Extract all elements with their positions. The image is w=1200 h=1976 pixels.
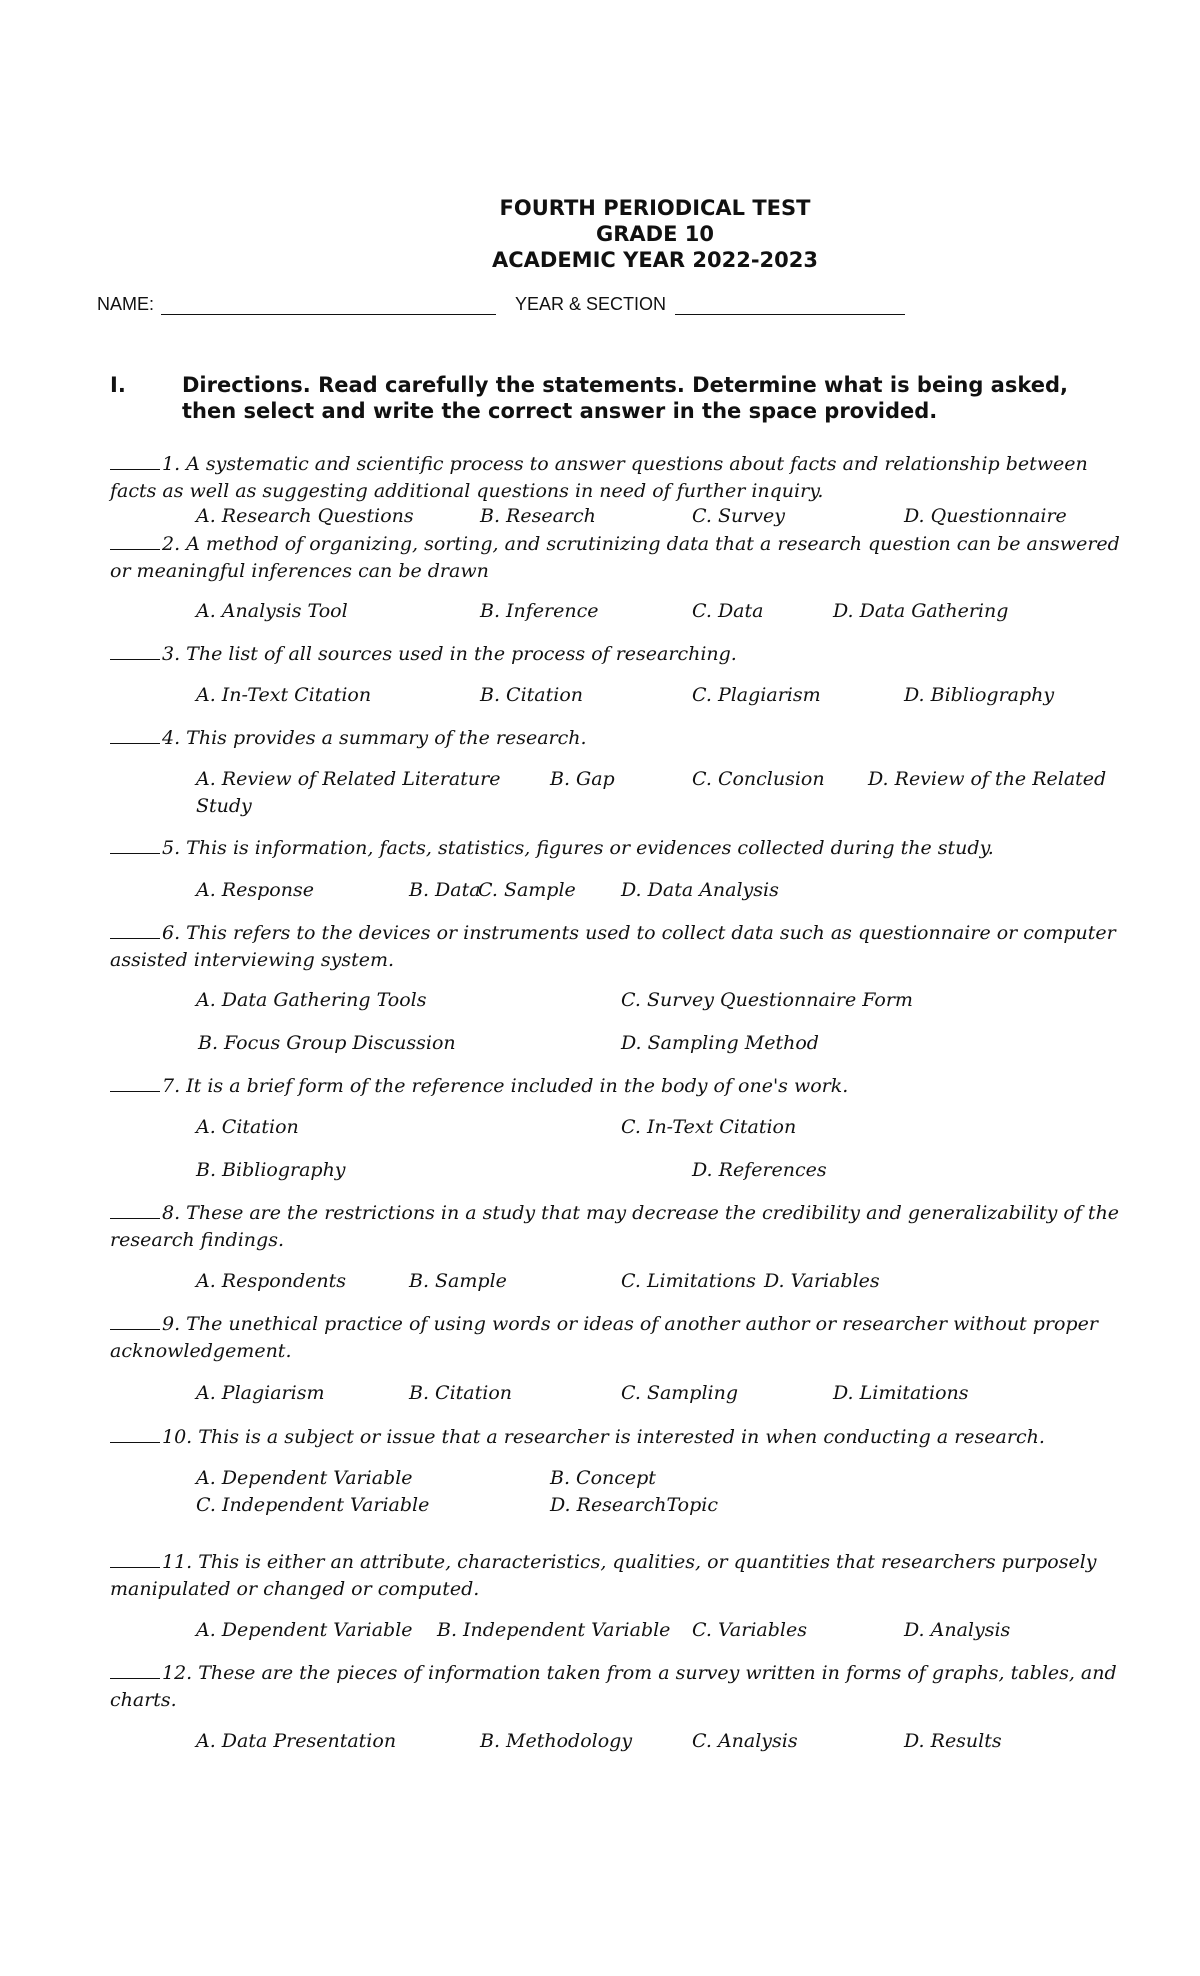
option-c: C. Conclusion — [692, 768, 825, 790]
option-a: A. Research Questions — [196, 505, 414, 527]
option-a: A. Data Presentation — [196, 1730, 397, 1752]
academic-year: ACADEMIC YEAR 2022-2023 — [491, 248, 819, 272]
option-c: C. Survey Questionnaire Form — [621, 989, 913, 1011]
question-stem: 1. A systematic and scientific process to answer questions about facts and relationship between facts as well as suggesting additional questions in need of further inquiry. — [110, 453, 1088, 502]
answer-blank[interactable] — [110, 1310, 160, 1330]
option-a: A. Citation — [196, 1116, 299, 1138]
option-c: C. Analysis — [692, 1730, 798, 1752]
option-a: A. Dependent Variable — [196, 1619, 413, 1641]
option-b: B. Inference — [480, 600, 599, 622]
option-c: C. Survey — [692, 505, 785, 527]
question-stem: 12. These are the pieces of information taken from a survey written in forms of graphs, tables, and charts. — [110, 1662, 1117, 1711]
answer-blank[interactable] — [110, 919, 160, 939]
option-d: D. Bibliography — [904, 684, 1055, 706]
section-label: YEAR & SECTION — [515, 294, 667, 314]
question-10 — [110, 1423, 1120, 1451]
option-d: D. Limitations — [833, 1382, 969, 1404]
answer-blank[interactable] — [110, 530, 160, 550]
option-b: B. Research — [480, 505, 596, 527]
question-stem: 7. It is a brief form of the reference included in the body of one's work. — [162, 1075, 849, 1097]
option-a: A. Data Gathering Tools — [196, 989, 427, 1011]
question-9 — [110, 1310, 1120, 1365]
answer-blank[interactable] — [110, 1659, 160, 1679]
grade-level: GRADE 10 — [596, 222, 714, 246]
option-b: B. Data — [409, 879, 481, 901]
section-field[interactable] — [675, 314, 905, 315]
option-c: C. Independent Variable — [196, 1494, 430, 1516]
option-a: A. Respondents — [196, 1270, 346, 1292]
answer-blank[interactable] — [110, 1199, 160, 1219]
question-11 — [110, 1548, 1120, 1603]
directions-text: Directions. Read carefully the statements. Determine what is being asked, then select and write the correct answer in the space provided. — [182, 373, 1069, 423]
option-b: B. Independent Variable — [437, 1619, 671, 1641]
question-stem: 3. The list of all sources used in the process of researching. — [162, 643, 737, 665]
option-b: B. Citation — [480, 684, 584, 706]
option-a: A. Plagiarism — [196, 1382, 325, 1404]
name-label: NAME: — [97, 294, 155, 314]
question-stem: 9. The unethical practice of using words or ideas of another author or researcher without proper acknowledgement. — [110, 1313, 1098, 1362]
option-a: A. In-Text Citation — [196, 684, 372, 706]
question-8 — [110, 1199, 1120, 1254]
option-d: D. Analysis — [904, 1619, 1011, 1641]
option-b: B. Focus Group Discussion — [198, 1032, 456, 1054]
question-stem: 5. This is information, facts, statistics, figures or evidences collected during the study. — [162, 837, 994, 859]
option-c: C. Sampling — [621, 1382, 739, 1404]
option-d: D. Results — [904, 1730, 1002, 1752]
question-12 — [110, 1659, 1120, 1714]
option-b: B. Bibliography — [196, 1159, 346, 1181]
answer-blank[interactable] — [110, 724, 160, 744]
option-d: D. Review of the Related — [868, 768, 1107, 790]
answer-blank[interactable] — [110, 450, 160, 470]
option-b: B. Sample — [409, 1270, 507, 1292]
answer-blank[interactable] — [110, 640, 160, 660]
option-d: D. Data Analysis — [621, 879, 779, 901]
option-d: D. Sampling Method — [621, 1032, 819, 1054]
question-2 — [110, 530, 1120, 585]
test-title: FOURTH PERIODICAL TEST — [499, 196, 811, 220]
option-d: D. References — [692, 1159, 827, 1181]
question-stem: 10. This is a subject or issue that a researcher is interested in when conducting a research. — [162, 1426, 1045, 1448]
answer-blank[interactable] — [110, 1548, 160, 1568]
question-stem: 4. This provides a summary of the research. — [162, 727, 587, 749]
answer-blank[interactable] — [110, 834, 160, 854]
test-header — [0, 195, 1200, 273]
option-d: D. Data Gathering — [833, 600, 1009, 622]
option-d: D. ResearchTopic — [550, 1494, 718, 1516]
question-3 — [110, 640, 1120, 668]
answer-blank[interactable] — [110, 1423, 160, 1443]
option-a: A. Analysis Tool — [196, 600, 348, 622]
option-d: D. Variables — [764, 1270, 880, 1292]
question-1 — [110, 450, 1120, 505]
option-a: A. Review of Related Literature — [196, 768, 501, 790]
question-stem: 8. These are the restrictions in a study that may decrease the credibility and generalizability of the research findings. — [110, 1202, 1120, 1251]
question-stem: 6. This refers to the devices or instruments used to collect data such as questionnaire or computer assisted interviewing system. — [110, 922, 1116, 971]
option-b: B. Methodology — [480, 1730, 633, 1752]
option-c: C. Plagiarism — [692, 684, 821, 706]
option-a-continued: Study — [196, 795, 252, 817]
option-b: B. Citation — [409, 1382, 513, 1404]
option-c: C. Sample — [478, 879, 576, 901]
part-number: I. — [110, 373, 126, 397]
question-stem: 11. This is either an attribute, characteristics, qualities, or quantities that researchers purposely manipulated or changed or computed. — [110, 1551, 1097, 1600]
option-a: A. Response — [196, 879, 314, 901]
option-a: A. Dependent Variable — [196, 1467, 413, 1489]
option-c: C. In-Text Citation — [621, 1116, 797, 1138]
question-6 — [110, 919, 1120, 974]
answer-blank[interactable] — [110, 1072, 160, 1092]
option-d: D. Questionnaire — [904, 505, 1067, 527]
question-4 — [110, 724, 1120, 752]
name-field[interactable] — [161, 314, 496, 315]
option-b: B. Gap — [550, 768, 615, 790]
option-b: B. Concept — [550, 1467, 656, 1489]
question-stem: 2. A method of organizing, sorting, and scrutinizing data that a research question can be answered or meaningful inferences can be drawn — [110, 533, 1120, 582]
option-c: C. Variables — [692, 1619, 807, 1641]
option-c: C. Data — [692, 600, 764, 622]
option-c: C. Limitations — [621, 1270, 756, 1292]
question-5 — [110, 834, 1120, 862]
question-7 — [110, 1072, 1120, 1100]
